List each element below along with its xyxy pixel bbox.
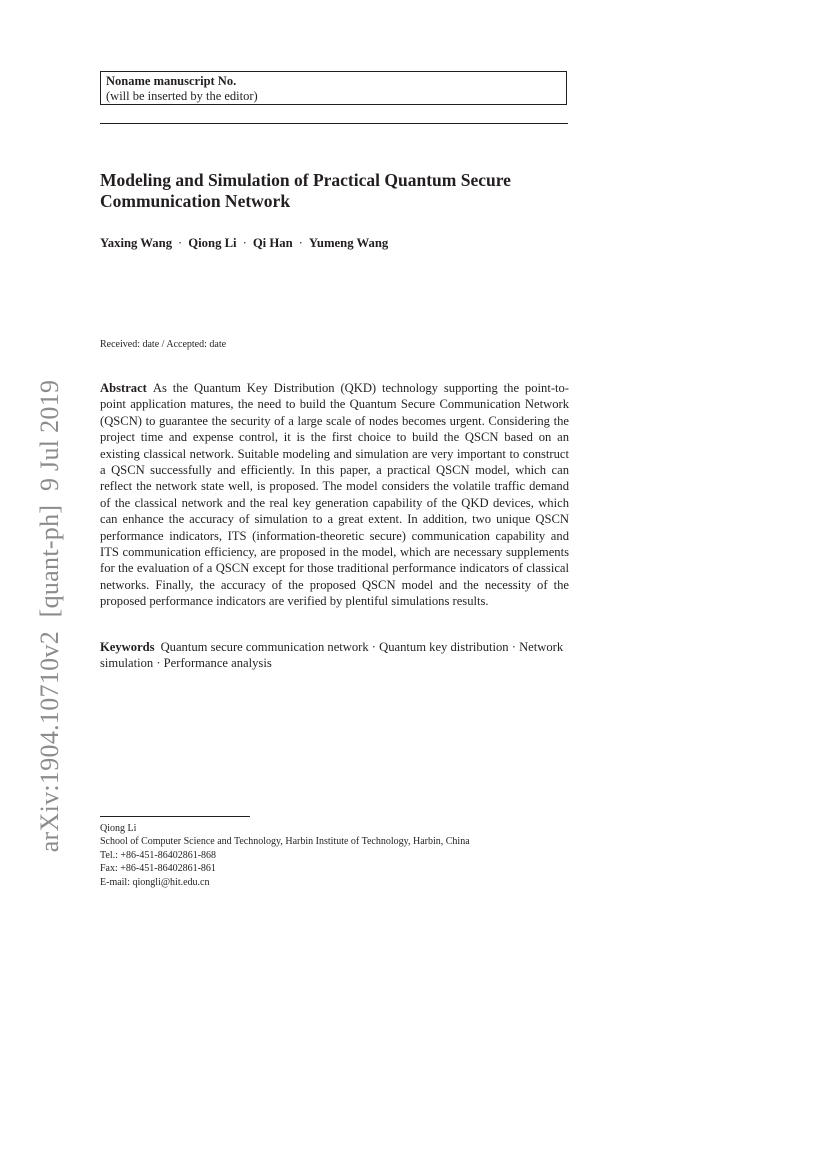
header-rule — [100, 123, 568, 124]
footnote-affiliation: School of Computer Science and Technology, Harbin Institute of Technology, Harbin, China — [100, 836, 470, 848]
footnote-email: E-mail: qiongli@hit.edu.cn — [100, 876, 210, 888]
paper-title: Modeling and Simulation of Practical Quantum Secure Communication Network — [100, 170, 511, 211]
author-separator: · — [178, 236, 183, 250]
footnote-fax: Fax: +86-451-86402861-861 — [100, 863, 216, 875]
author-name: Yumeng Wang — [308, 236, 389, 250]
author-list — [100, 235, 400, 252]
footnote-rule — [100, 816, 250, 817]
footnote — [100, 822, 570, 889]
manuscript-number-label: Noname manuscript No. — [106, 74, 237, 88]
arxiv-identifier-stamp: arXiv:1904.10710v2 [quant-ph] 9 Jul 2019 — [35, 379, 64, 853]
manuscript-info-box — [100, 71, 567, 105]
author-name: Qi Han — [252, 236, 293, 250]
footnote-tel: Tel.: +86-451-86402861-868 — [100, 849, 217, 861]
abstract-heading: Abstract — [100, 381, 147, 395]
keywords-heading: Keywords — [100, 640, 155, 654]
author-name: Yaxing Wang — [100, 236, 173, 250]
keywords-text: Quantum secure communication network · Quantum key distribution · Network simulation · Performance analysis — [100, 640, 564, 671]
received-accepted-line: Received: date / Accepted: date — [100, 339, 227, 350]
author-name: Qiong Li — [188, 236, 237, 250]
keywords — [100, 639, 569, 672]
abstract — [100, 380, 569, 610]
abstract-text: As the Quantum Key Distribution (QKD) technology supporting the point-to-point application matures, the need to build the Quantum Secure Communication Network (QSCN) to guarantee the security of a large scale of nodes becomes urgent. Considering the project time and expense control, it is the first choice to build the QSCN based on an existing classical network. Suitable modeling and simulation are very important to construct a QSCN successfully and efficiently. In this paper, a practical QSCN model, which can reflect the network state well, is proposed. The model considers the volatile traffic demand of the classical network and the real key generation capability of the QKD devices, which can enhance the accuracy of simulation to a great extent. In addition, two unique QSCN performance indicators, ITS (information-theoretic secure) communication capability and ITS communication efficiency, are proposed in the model, which are necessary supplements for the evaluation of a QSCN except for those traditional performance indicators of classical networks. Finally, the accuracy of the proposed QSCN model and the necessity of the proposed performance indicators are verified by plentiful simulations results. — [100, 381, 569, 609]
author-separator: · — [242, 236, 247, 250]
editor-note: (will be inserted by the editor) — [106, 89, 258, 103]
author-separator: · — [298, 236, 303, 250]
footnote-name: Qiong Li — [100, 823, 137, 834]
